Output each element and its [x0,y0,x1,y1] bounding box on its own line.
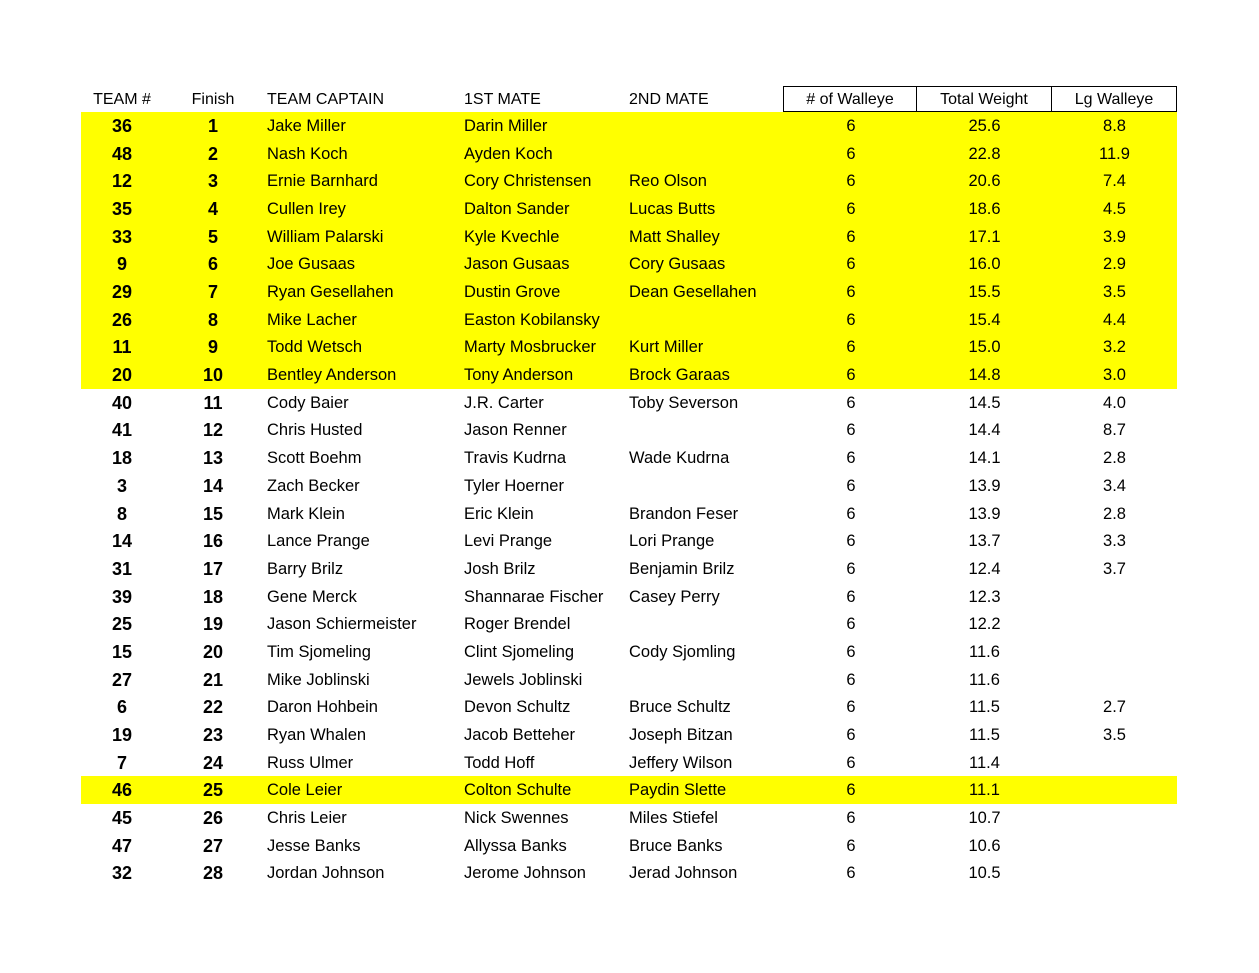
first-mate: Shannarae Fischer [464,587,604,606]
total-weight: 16.0 [968,255,1001,274]
finish-place: 27 [202,835,224,856]
team-number: 20 [111,365,133,386]
walleye-count: 6 [846,809,856,827]
walleye-count: 6 [846,864,856,883]
total-weight: 11.5 [969,725,1000,744]
finish-place: 1 [207,116,218,136]
first-mate: Allyssa Banks [464,836,567,855]
large-walleye: 4.5 [1103,200,1126,219]
table-row [81,472,1177,500]
first-mate: Jason Renner [464,421,567,440]
total-weight: 14.8 [968,366,1001,385]
header-second-mate: 2ND MATE [629,91,709,108]
team-captain: Tim Sjomeling [267,642,371,661]
team-captain: Daron Hohbein [267,698,378,717]
team-number: 46 [111,780,133,801]
team-number: 19 [111,724,133,745]
team-number: 29 [111,282,133,303]
header-first-mate: 1ST MATE [464,91,541,108]
large-walleye [1052,583,1177,611]
first-mate: Ayden Koch [464,144,553,163]
team-number: 8 [116,503,127,524]
team-captain: Gene Merck [267,587,357,606]
team-captain: Jordan Johnson [267,864,385,883]
finish-place: 21 [202,669,224,690]
team-captain: Cole Leier [267,781,343,800]
team-number: 12 [111,171,133,192]
team-captain: William Palarski [267,227,384,246]
first-mate: Todd Hoff [464,753,535,772]
walleye-count: 6 [846,781,856,800]
first-mate: Kyle Kvechle [464,227,560,246]
total-weight: 17.1 [968,227,1001,246]
walleye-count: 6 [846,642,856,661]
large-walleye: 4.4 [1103,310,1126,329]
total-weight: 11.1 [969,781,1000,800]
finish-place: 22 [202,697,224,718]
walleye-count: 6 [846,310,856,329]
team-number: 15 [111,641,133,662]
table-row [81,804,1177,832]
walleye-count: 6 [846,670,856,689]
walleye-count: 6 [846,117,856,135]
team-number: 32 [111,863,133,884]
walleye-count: 6 [846,753,856,772]
header-total-weight: Total Weight [916,86,1052,112]
header-team-captain: TEAM CAPTAIN [267,91,385,108]
team-captain: Cullen Irey [267,200,346,219]
walleye-count: 6 [846,255,856,274]
first-mate: Colton Schulte [464,781,572,800]
header-finish: Finish [191,91,235,108]
walleye-count: 6 [846,144,856,163]
first-mate: Jerome Johnson [464,864,586,883]
finish-place: 6 [207,254,218,275]
finish-place: 24 [202,752,224,773]
table-row [81,527,1177,555]
team-captain: Nash Koch [267,144,348,163]
team-number: 41 [111,420,133,441]
finish-place: 23 [202,724,224,745]
large-walleye [1052,749,1177,777]
team-captain: Cody Baier [267,393,349,412]
walleye-count: 6 [846,532,856,551]
team-captain: Joe Gusaas [267,255,356,274]
team-number: 27 [111,669,133,690]
second-mate: Dean Gesellahen [629,283,757,302]
total-weight: 14.1 [968,449,1001,468]
first-mate: Marty Mosbrucker [464,338,597,357]
large-walleye: 3.9 [1103,227,1126,246]
second-mate: Reo Olson [629,172,707,191]
header-num-walleye: # of Walleye [783,86,917,112]
large-walleye [1052,638,1177,666]
finish-place: 15 [202,503,224,524]
walleye-count: 6 [846,172,856,191]
large-walleye: 8.8 [1103,117,1126,135]
table-row [81,832,1177,860]
large-walleye: 8.7 [1103,421,1126,440]
total-weight: 11.5 [969,698,1000,717]
first-mate: Jewels Joblinski [464,670,583,689]
walleye-count: 6 [846,393,856,412]
first-mate: Nick Swennes [464,809,569,827]
table-row [81,666,1177,694]
total-weight: 13.9 [968,504,1001,523]
walleye-count: 6 [846,698,856,717]
walleye-count: 6 [846,615,856,634]
table-row [81,389,1177,417]
large-walleye [1052,859,1177,887]
team-captain: Ernie Barnhard [267,172,378,191]
finish-place: 2 [207,143,218,164]
team-number: 35 [111,199,133,220]
team-number: 40 [111,392,133,413]
total-weight: 25.6 [968,117,1001,135]
finish-place: 5 [207,226,218,247]
first-mate: Clint Sjomeling [464,642,575,661]
large-walleye: 3.4 [1103,476,1126,495]
team-captain: Ryan Gesellahen [267,283,394,302]
walleye-count: 6 [846,421,856,440]
team-captain: Scott Boehm [267,449,362,468]
walleye-count: 6 [846,836,856,855]
finish-place: 13 [202,448,224,469]
walleye-count: 6 [846,725,856,744]
team-captain: Mike Joblinski [267,670,370,689]
finish-place: 20 [202,641,224,662]
second-mate: Brandon Feser [629,504,739,523]
team-number: 14 [111,531,133,552]
table-row [81,278,1177,306]
finish-place: 7 [207,282,218,303]
first-mate: Eric Klein [464,504,534,523]
table-row [81,306,1177,334]
first-mate: Dustin Grove [464,283,561,302]
second-mate: Joseph Bitzan [629,725,733,744]
finish-place: 8 [207,309,218,330]
team-number: 18 [111,448,133,469]
second-mate: Matt Shalley [629,227,720,246]
team-number: 3 [116,475,127,496]
table-row [81,444,1177,472]
first-mate: J.R. Carter [464,393,544,412]
first-mate: Darin Miller [464,117,548,135]
header-lg-walleye: Lg Walleye [1051,86,1177,112]
first-mate: Travis Kudrna [464,449,567,468]
total-weight: 11.6 [969,642,1000,661]
second-mate: Brock Garaas [629,366,730,385]
team-captain: Jason Schiermeister [267,615,417,634]
finish-place: 10 [202,365,224,386]
finish-place: 11 [203,392,223,413]
large-walleye: 3.2 [1103,338,1126,357]
large-walleye: 2.9 [1103,255,1126,274]
table-row [81,555,1177,583]
total-weight: 10.6 [968,836,1001,855]
walleye-count: 6 [846,449,856,468]
header-team: TEAM # [93,91,151,108]
large-walleye [1052,832,1177,860]
finish-place: 19 [202,614,224,635]
total-weight: 15.4 [968,310,1001,329]
team-number: 26 [111,309,133,330]
table-row [81,859,1177,887]
finish-place: 28 [202,863,224,884]
table-row [81,250,1177,278]
total-weight: 18.6 [968,200,1001,219]
walleye-count: 6 [846,227,856,246]
large-walleye [1052,666,1177,694]
team-number: 45 [111,808,133,828]
finish-place: 3 [207,171,218,192]
table-row [81,167,1177,195]
finish-place: 4 [207,199,218,220]
team-number: 31 [111,558,133,579]
first-mate: Tony Anderson [464,366,574,385]
total-weight: 12.2 [968,615,1001,634]
first-mate: Josh Brilz [464,559,536,578]
first-mate: Devon Schultz [464,698,571,717]
team-captain: Ryan Whalen [267,725,367,744]
team-captain: Mike Lacher [267,310,357,329]
total-weight: 11.4 [969,753,1000,772]
total-weight: 14.4 [968,421,1001,440]
first-mate: Roger Brendel [464,615,571,634]
large-walleye: 2.8 [1103,449,1126,468]
large-walleye [1052,610,1177,638]
team-number: 36 [111,116,133,136]
team-number: 9 [116,254,127,275]
finish-place: 14 [202,475,224,496]
large-walleye: 2.7 [1103,698,1126,717]
large-walleye: 3.5 [1103,283,1126,302]
walleye-count: 6 [846,476,856,495]
total-weight: 20.6 [968,172,1001,191]
second-mate: Paydin Slette [629,781,727,800]
large-walleye: 11.9 [1099,144,1130,163]
large-walleye: 7.4 [1103,172,1126,191]
team-captain: Bentley Anderson [267,366,397,385]
table-row [81,361,1177,389]
team-captain: Russ Ulmer [267,753,354,772]
finish-place: 16 [202,531,224,552]
table-row [81,333,1177,361]
finish-place: 17 [202,558,224,579]
total-weight: 13.9 [968,476,1001,495]
table-row [81,638,1177,666]
table-row [81,500,1177,528]
total-weight: 14.5 [968,393,1001,412]
table-row [81,112,1177,140]
total-weight: 15.5 [968,283,1001,302]
large-walleye [1052,804,1177,832]
table-row [81,721,1177,749]
team-number: 48 [111,143,133,164]
second-mate: Lucas Butts [629,200,716,219]
total-weight: 11.6 [969,670,1000,689]
first-mate: Easton Kobilansky [464,310,600,329]
first-mate: Jason Gusaas [464,255,570,274]
team-captain: Zach Becker [267,476,360,495]
table-row [81,140,1177,168]
team-number: 11 [112,337,132,358]
total-weight: 12.4 [968,559,1001,578]
team-number: 33 [111,226,133,247]
second-mate: Cory Gusaas [629,255,726,274]
team-captain: Jake Miller [267,117,346,135]
walleye-count: 6 [846,587,856,606]
table-row [81,610,1177,638]
second-mate: Wade Kudrna [629,449,730,468]
total-weight: 22.8 [968,144,1001,163]
table-row [81,749,1177,777]
second-mate: Kurt Miller [629,338,704,357]
team-number: 6 [116,697,127,718]
large-walleye: 3.7 [1103,559,1126,578]
team-number: 47 [111,835,133,856]
table-row [81,223,1177,251]
second-mate: Bruce Banks [629,836,723,855]
large-walleye: 3.3 [1103,532,1126,551]
finish-place: 18 [202,586,224,607]
second-mate: Cody Sjomling [629,642,736,661]
team-number: 7 [116,752,127,773]
second-mate: Lori Prange [629,532,715,551]
total-weight: 10.5 [968,864,1001,883]
walleye-count: 6 [846,504,856,523]
finish-place: 25 [202,780,224,801]
large-walleye [1052,776,1177,804]
table-row [81,693,1177,721]
total-weight: 13.7 [968,532,1001,551]
second-mate: Jeffery Wilson [629,753,733,772]
total-weight: 15.0 [968,338,1001,357]
second-mate: Miles Stiefel [629,809,718,827]
finish-place: 9 [207,337,218,358]
large-walleye: 4.0 [1103,393,1126,412]
team-captain: Mark Klein [267,504,345,523]
walleye-count: 6 [846,338,856,357]
team-captain: Chris Husted [267,421,363,440]
first-mate: Dalton Sander [464,200,570,219]
team-captain: Barry Brilz [267,559,344,578]
walleye-count: 6 [846,200,856,219]
large-walleye: 3.5 [1103,725,1126,744]
team-number: 39 [111,586,133,607]
table-row [81,776,1177,804]
team-captain: Lance Prange [267,532,370,551]
team-captain: Todd Wetsch [267,338,363,357]
second-mate: Benjamin Brilz [629,559,735,578]
walleye-count: 6 [846,366,856,385]
first-mate: Tyler Hoerner [464,476,564,495]
second-mate: Casey Perry [629,587,720,606]
table-row [81,583,1177,611]
team-captain: Chris Leier [267,809,347,827]
walleye-count: 6 [846,559,856,578]
finish-place: 26 [202,808,224,828]
large-walleye: 3.0 [1103,366,1126,385]
walleye-count: 6 [846,283,856,302]
first-mate: Cory Christensen [464,172,592,191]
first-mate: Levi Prange [464,532,553,551]
first-mate: Jacob Betteher [464,725,575,744]
large-walleye: 2.8 [1103,504,1126,523]
second-mate: Toby Severson [629,393,739,412]
second-mate: Jerad Johnson [629,864,738,883]
second-mate: Bruce Schultz [629,698,731,717]
table-row [81,195,1177,223]
table-row [81,416,1177,444]
team-captain: Jesse Banks [267,836,361,855]
finish-place: 12 [202,420,224,441]
team-number: 25 [111,614,133,635]
total-weight: 12.3 [968,587,1001,606]
total-weight: 10.7 [968,809,1001,827]
